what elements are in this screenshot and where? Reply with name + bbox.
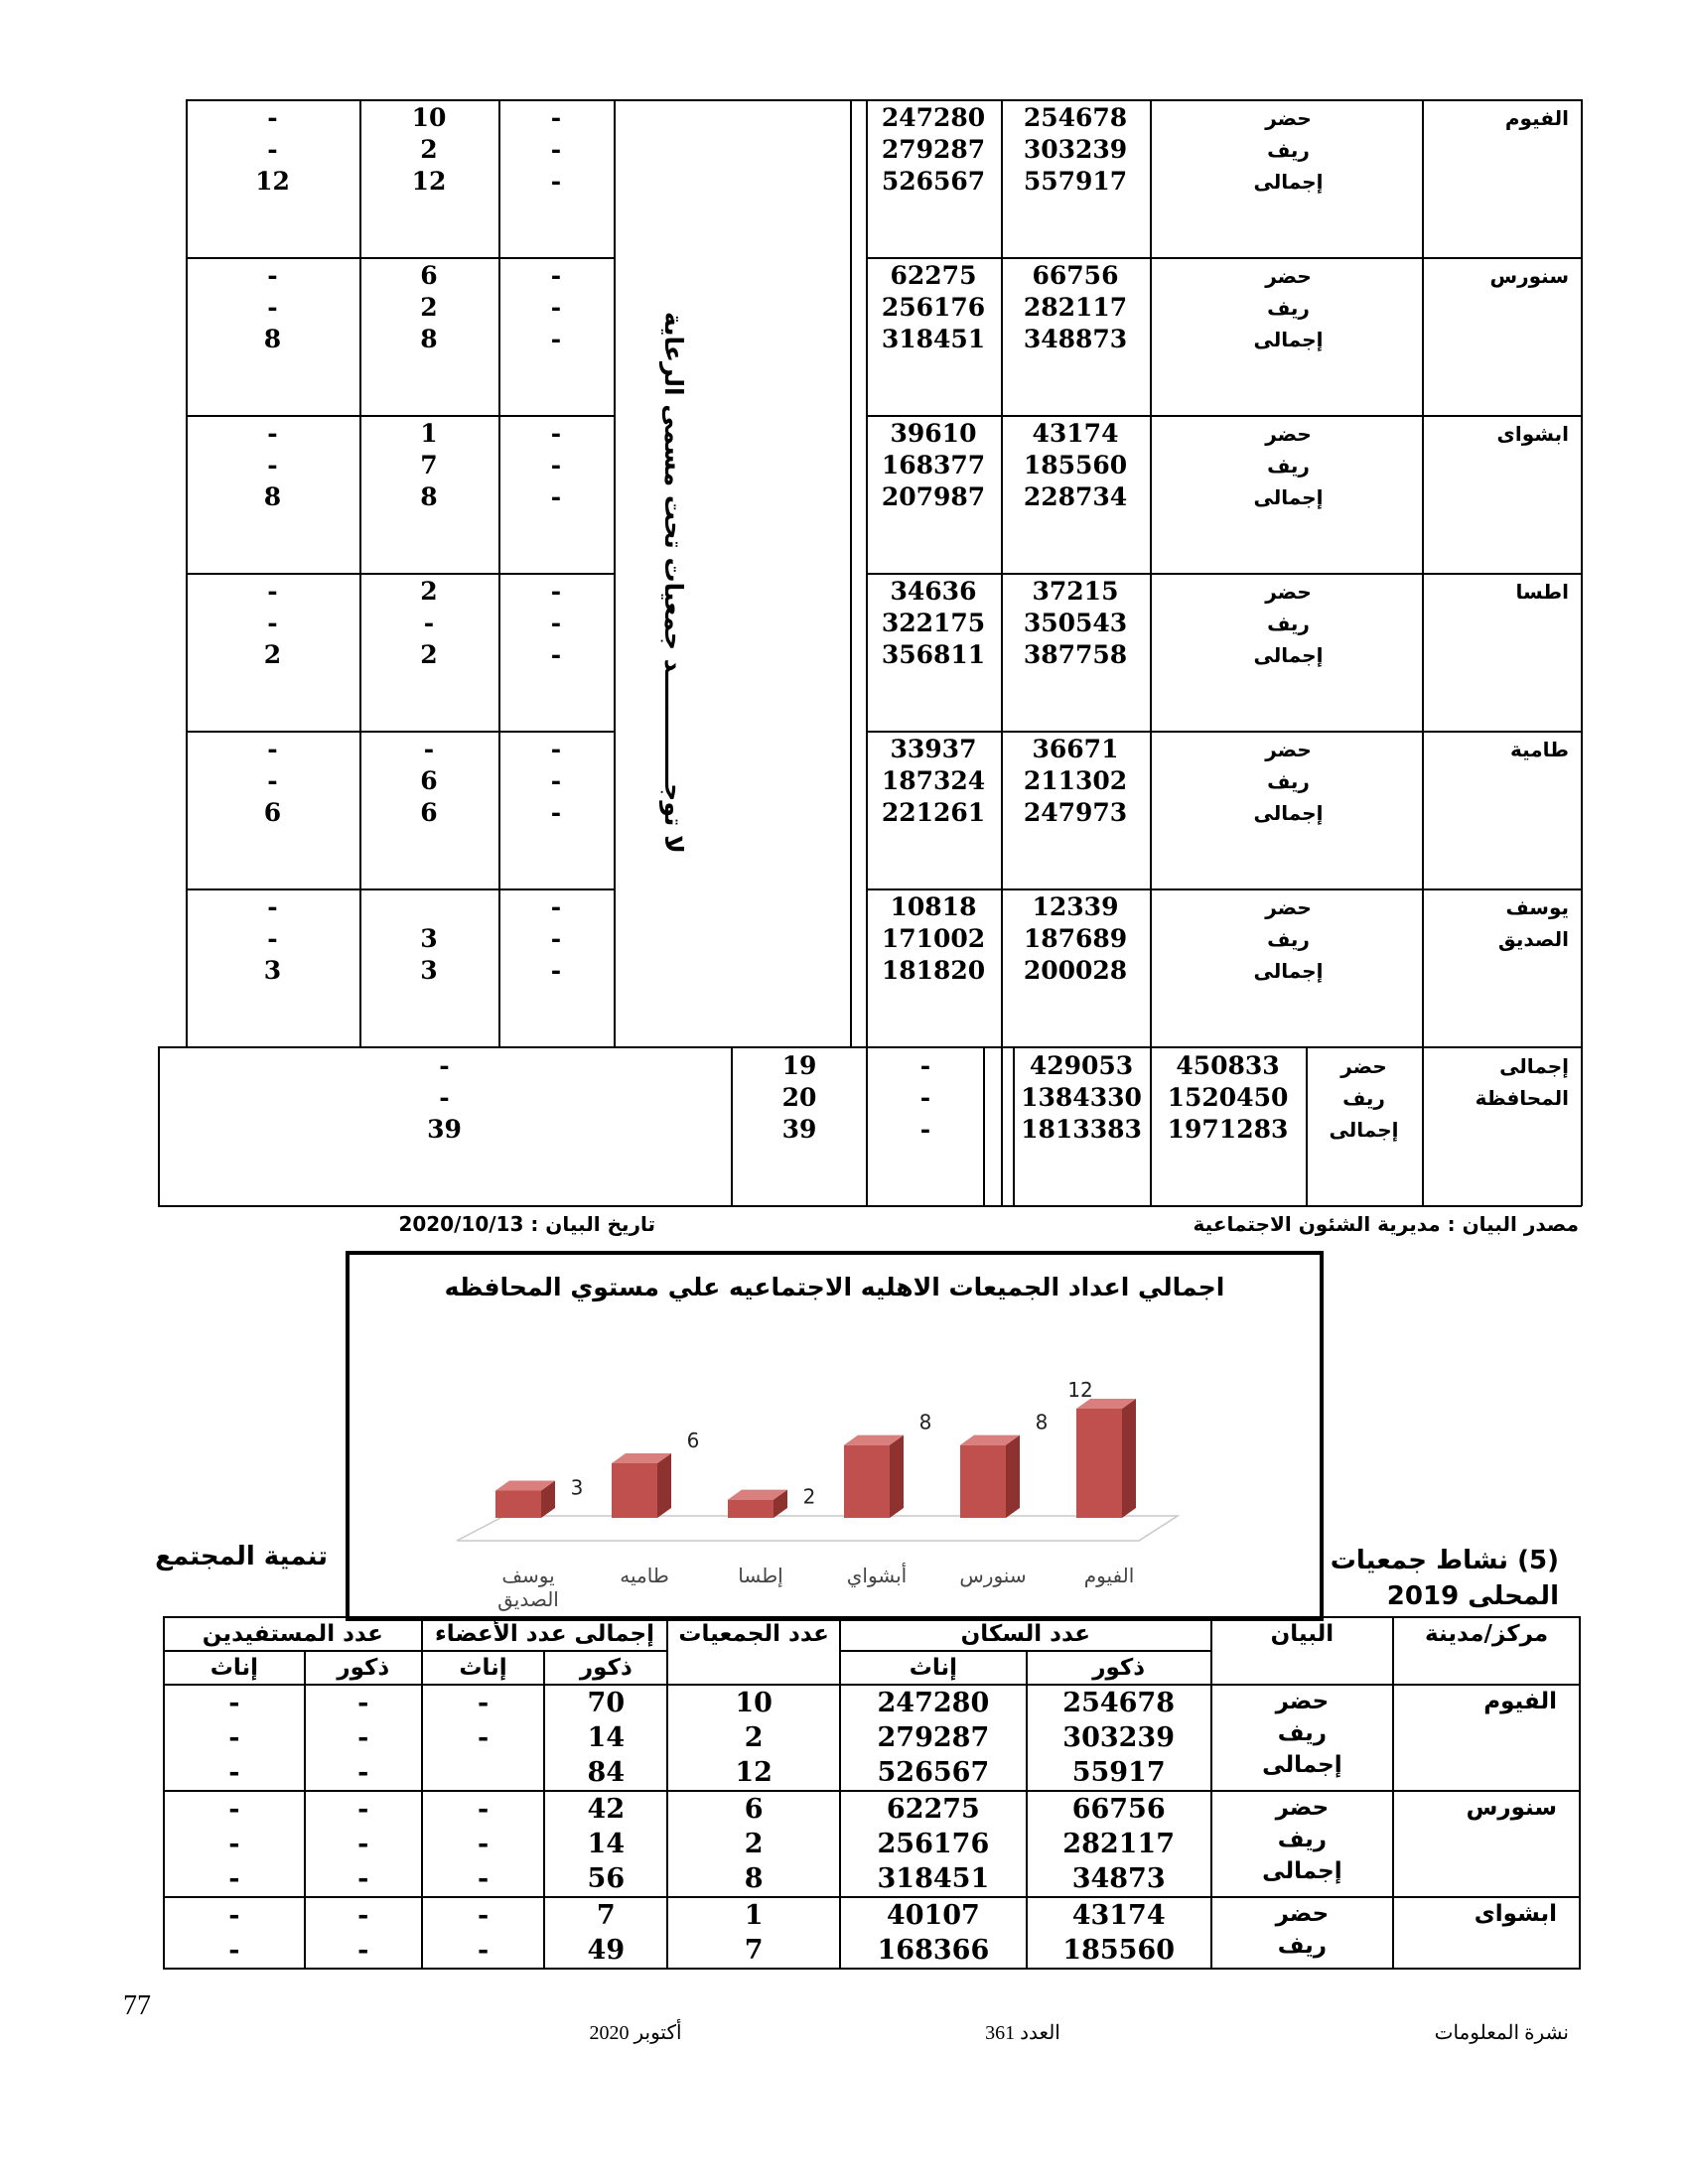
members-males: 42 14 56 (544, 1791, 667, 1897)
row-labels: حضر ريف إجمالى (1253, 895, 1324, 983)
table-row (164, 1685, 1580, 1791)
beneficiaries-values: - - 8 (263, 419, 282, 511)
bar-chart (350, 1255, 1320, 1617)
males-values: 254678 303239 557917 (1023, 103, 1128, 196)
ben-females: - - - (164, 1791, 305, 1897)
total-associations: 19 20 39 (781, 1051, 817, 1144)
total-beneficiaries: - - 39 (427, 1051, 462, 1144)
table-2 (163, 1616, 1581, 1970)
row-labels: حضر ريف إجمالى (1253, 580, 1324, 667)
row-labels: حضر ريف إجمالى (1253, 422, 1324, 509)
members-values: - - - (550, 577, 562, 669)
ben-females: - - (164, 1897, 305, 1969)
members-females: - - (422, 1897, 545, 1969)
row-labels: حضر ريف إجمالى (1253, 264, 1324, 351)
members-values: - - - (550, 892, 562, 985)
males-values: 66756 282117 34873 (1027, 1791, 1211, 1897)
ben-males: - - (305, 1897, 422, 1969)
center-name: ابشواى (1393, 1897, 1580, 1969)
header-ben-females: إناث (164, 1651, 305, 1685)
beneficiaries-values: - - 3 (263, 892, 282, 985)
vertical-note: لا توجـــــــــــــد جمعيات تحت مسمى الرعاية (659, 312, 688, 854)
header-members-males: ذكور (544, 1651, 667, 1685)
header-members-females: إناث (422, 1651, 545, 1685)
males-values: 43174 185560 228734 (1023, 419, 1128, 511)
category-label: إطسا (738, 1564, 783, 1587)
associations-values: 3 3 (420, 924, 438, 985)
ben-males: - - - (305, 1685, 422, 1791)
date-note: تاريخ البيان : 2020/10/13 (398, 1212, 655, 1236)
females-values: 33937 187324 221261 (881, 735, 986, 827)
females-values: 10818 171002 181820 (881, 892, 986, 985)
header-ben-males: ذكور (305, 1651, 422, 1685)
row-labels: حضر ريف إجمالى (1211, 1685, 1394, 1791)
chart-floor (457, 1516, 1178, 1541)
category-label: أبشواي (846, 1564, 908, 1587)
category-label: طاميه (620, 1564, 669, 1587)
center-name: سنورس (1393, 1791, 1580, 1897)
region-name: ابشواى (1496, 422, 1569, 446)
ben-males: - - - (305, 1791, 422, 1897)
chart-title: اجمالي اعداد الجميعات الاهليه الاجتماعيه علي مستوي المحافظه (444, 1273, 1225, 1301)
associations-values: 6 2 8 (667, 1791, 840, 1897)
bar (612, 1463, 657, 1518)
region-name: سنورس (1489, 264, 1569, 288)
bar (844, 1445, 890, 1518)
header-label: البيان (1211, 1617, 1394, 1685)
females-values: 247280 279287 526567 (840, 1685, 1027, 1791)
source-note: مصدر البيان : مديرية الشئون الاجتماعية (1193, 1212, 1579, 1236)
region-name: الفيوم (1504, 106, 1569, 130)
total-labels: حضر ريف إجمالى (1329, 1054, 1399, 1142)
associations-values: 10 2 12 (667, 1685, 840, 1791)
females-values: 62275 256176 318451 (840, 1791, 1027, 1897)
total-region: إجمالى المحافظة (1475, 1054, 1569, 1110)
center-name: الفيوم (1393, 1685, 1580, 1791)
category-label: الفيوم (1083, 1564, 1135, 1587)
data-label: 12 (1067, 1378, 1093, 1402)
members-values: - - - (550, 419, 562, 511)
males-values: 37215 350543 387758 (1023, 577, 1128, 669)
region-name: طامية (1509, 738, 1569, 761)
row-labels: حضر ريف إجمالى (1211, 1791, 1394, 1897)
bar-side (1122, 1399, 1136, 1518)
associations-values: 1 7 (667, 1897, 840, 1969)
associations-values: 1 7 8 (420, 419, 438, 511)
row-labels: حضر ريف (1211, 1897, 1394, 1969)
total-females: 429053 1384330 1813383 (1021, 1051, 1142, 1144)
males-values: 12339 187689 200028 (1023, 892, 1128, 985)
beneficiaries-values: - - 2 (263, 577, 282, 669)
members-values: - - - (550, 103, 562, 196)
females-values: 62275 256176 318451 (881, 261, 986, 353)
bar (1076, 1409, 1122, 1518)
associations-values: 2 - 2 (420, 577, 438, 669)
header-beneficiaries: عدد المستفيدين (164, 1617, 422, 1651)
data-label: 8 (918, 1410, 932, 1434)
ben-females: - - - (164, 1685, 305, 1791)
beneficiaries-values: - - 12 (255, 103, 290, 196)
category-label: الصديق (497, 1587, 559, 1611)
bar (495, 1491, 541, 1519)
females-values: 247280 279287 526567 (881, 103, 986, 196)
members-females: - - - (422, 1791, 545, 1897)
table-row (164, 1897, 1580, 1969)
footer-issue: العدد 361 (985, 2022, 1060, 2044)
category-label: سنورس (959, 1564, 1027, 1587)
header-males: ذكور (1027, 1651, 1211, 1685)
females-values: 39610 168377 207987 (881, 419, 986, 511)
page-number: 77 (123, 1990, 151, 2021)
total-males: 450833 1520450 1971283 (1167, 1051, 1289, 1144)
footer-month: أكتوبر 2020 (589, 2022, 682, 2044)
data-label: 3 (570, 1475, 584, 1500)
bar-side (890, 1435, 904, 1518)
section-left-title: تنمية المجتمع (155, 1542, 328, 1571)
data-label: 6 (686, 1429, 700, 1452)
category-label: يوسف (501, 1564, 555, 1587)
header-center: مركز/مدينة (1393, 1617, 1580, 1685)
header-females: إناث (840, 1651, 1027, 1685)
total-dash: - - - (919, 1051, 931, 1144)
chart-frame (346, 1251, 1324, 1621)
region-name: يوسف الصديق (1497, 895, 1569, 951)
bar-side (1006, 1435, 1020, 1518)
data-label: 8 (1035, 1410, 1049, 1434)
males-values: 254678 303239 55917 (1027, 1685, 1211, 1791)
members-males: 70 14 84 (544, 1685, 667, 1791)
members-values: - - - (550, 261, 562, 353)
row-labels: حضر ريف إجمالى (1253, 106, 1324, 194)
beneficiaries-values: - - 6 (263, 735, 282, 827)
bar (728, 1500, 774, 1518)
members-values: - - - (550, 735, 562, 827)
associations-values: 10 2 12 (411, 103, 447, 196)
table-row (164, 1791, 1580, 1897)
males-values: 43174 185560 (1027, 1897, 1211, 1969)
row-labels: حضر ريف إجمالى (1253, 738, 1324, 825)
males-values: 66756 282117 348873 (1023, 261, 1128, 353)
footer-publication: نشرة المعلومات (1434, 2022, 1569, 2044)
section-right-title: (5) نشاط جمعيات المحلى 2019 (1330, 1546, 1559, 1611)
bar (960, 1445, 1006, 1518)
bar-side (657, 1453, 671, 1518)
members-females: - - (422, 1685, 545, 1791)
header-population: عدد السكان (840, 1617, 1211, 1651)
header-associations: عدد الجمعيات (667, 1617, 840, 1685)
members-males: 7 49 (544, 1897, 667, 1969)
males-values: 36671 211302 247973 (1023, 735, 1128, 827)
region-name: اطسا (1515, 580, 1569, 604)
females-values: 34636 322175 356811 (881, 577, 986, 669)
females-values: 40107 168366 (840, 1897, 1027, 1969)
associations-values: 6 2 8 (420, 261, 438, 353)
associations-values: - 6 6 (420, 735, 438, 827)
beneficiaries-values: - - 8 (263, 261, 282, 353)
data-label: 2 (802, 1484, 816, 1509)
header-members: إجمالى عدد الأعضاء (422, 1617, 668, 1651)
